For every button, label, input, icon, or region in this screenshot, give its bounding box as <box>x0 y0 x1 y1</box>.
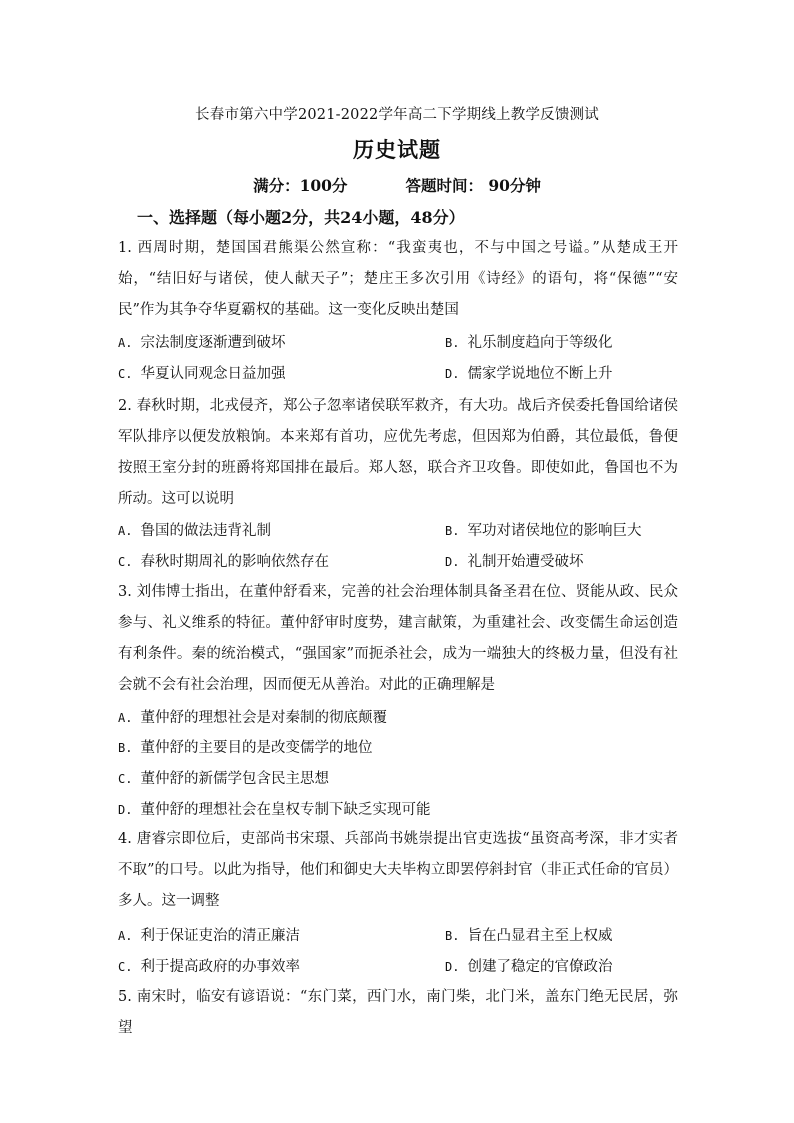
option-label: B. <box>445 929 460 943</box>
page-title: 历史试题 <box>353 137 441 162</box>
option-d <box>445 955 612 976</box>
option-label: D. <box>445 960 460 974</box>
question-stem: 3. 刘伟博士指出，在董仲舒看来，完善的社会治理体制具备圣君在位、贤能从政、民众参与、礼义维系的特征。董仲舒审时度势，建言献策，为重建社会、改变儒生命运创造有利条件。秦的统治模式，“强国家”而扼杀社会，成为一端独大的终极力量，但没有社会就不会有社会治理，因而便无从善治。对此的正确理解是 <box>118 584 678 693</box>
option-label: B. <box>445 336 460 350</box>
option-label: D. <box>445 555 460 569</box>
school-line: 长春市第六中学2021-2022学年高二下学期线上教学反馈测试 <box>195 107 599 123</box>
question-stem: 4. 唐睿宗即位后，吏部尚书宋璟、兵部尚书姚崇提出官吏选拔“虽资高考深，非才实者不取”的口号。以此为指导，他们和御史大夫毕构立即罢停斜封官（非正式任命的官员）多人。这一调整 <box>118 831 678 909</box>
option-text: 董仲舒的新儒学包含民主思想 <box>140 771 329 787</box>
option-label: A. <box>118 711 133 725</box>
option-text: 鲁国的做法违背礼制 <box>140 523 271 539</box>
option-label: B. <box>118 741 133 755</box>
option-text: 董仲舒的理想社会在皇权专制下缺乏实现可能 <box>140 802 431 818</box>
option-b <box>445 519 641 540</box>
option-label: C. <box>118 367 133 381</box>
option-a <box>118 331 285 352</box>
option-text: 军功对诸侯地位的影响巨大 <box>467 523 642 539</box>
option-c <box>118 362 285 383</box>
option-text: 董仲舒的理想社会是对秦制的彻底颠覆 <box>140 710 387 726</box>
question-stem: 1. 西周时期，楚国国君熊渠公然宣称：“我蛮夷也，不与中国之号谥。”从楚成王开始，“结旧好与诸侯，使人献天子”；楚庄王多次引用《诗经》的语句，将“保德”“安民”作为其争夺华夏霸权的基础。这一变化反映出楚国 <box>118 240 678 318</box>
option-label: C. <box>118 960 133 974</box>
question-stem: 5. 南宋时，临安有谚语说：“东门菜，西门水，南门柴，北门米，盖东门绝无民居，弥望 <box>118 989 678 1036</box>
option-c <box>118 955 300 976</box>
exam-meta <box>0 174 794 196</box>
option-label: D. <box>445 367 460 381</box>
option-label: A. <box>118 524 133 538</box>
option-text: 宗法制度逐渐遭到破坏 <box>140 335 286 351</box>
question-stem: 2. 春秋时期，北戎侵齐，郑公子忽率诸侯联军救齐，有大功。战后齐侯委托鲁国给诸侯军队排序以便发放粮饷。本来郑有首功，应优先考虑，但因郑为伯爵，其位最低，鲁便按照王室分封的班爵将郑国排在最后。郑人怒，联合齐卫攻鲁。即使如此，鲁国也不为所动。这可以说明 <box>118 398 678 507</box>
option-text: 利于提高政府的办事效率 <box>140 959 300 975</box>
option-label: C. <box>118 555 133 569</box>
option-text: 华夏认同观念日益加强 <box>140 366 286 382</box>
option-a <box>118 519 271 540</box>
option-label: D. <box>118 803 133 817</box>
full-marks: 满分：100分 <box>253 176 348 195</box>
option-text: 儒家学说地位不断上升 <box>467 366 613 382</box>
option-text: 创建了稳定的官僚政治 <box>467 959 613 975</box>
option-label: B. <box>445 524 460 538</box>
option-d <box>445 550 583 571</box>
option-text: 春秋时期周礼的影响依然存在 <box>140 554 329 570</box>
option-d <box>118 798 430 819</box>
option-c <box>118 550 329 571</box>
option-b <box>118 736 372 757</box>
option-b <box>445 331 612 352</box>
option-label: C. <box>118 772 133 786</box>
option-text: 礼制开始遭受破坏 <box>467 554 584 570</box>
option-a <box>118 706 387 727</box>
option-label: A. <box>118 336 133 350</box>
option-label: A. <box>118 929 133 943</box>
option-text: 董仲舒的主要目的是改变儒学的地位 <box>140 740 373 756</box>
option-b <box>445 924 612 945</box>
option-d <box>445 362 612 383</box>
section-heading: 一、选择题（每小题2分，共24小题，48分） <box>137 208 465 227</box>
option-text: 礼乐制度趋向于等级化 <box>467 335 613 351</box>
option-c <box>118 767 329 788</box>
exam-time: 答题时间： 90分钟 <box>405 176 541 195</box>
option-text: 利于保证吏治的清正廉洁 <box>140 928 300 944</box>
option-text: 旨在凸显君主至上权威 <box>467 928 613 944</box>
option-a <box>118 924 300 945</box>
